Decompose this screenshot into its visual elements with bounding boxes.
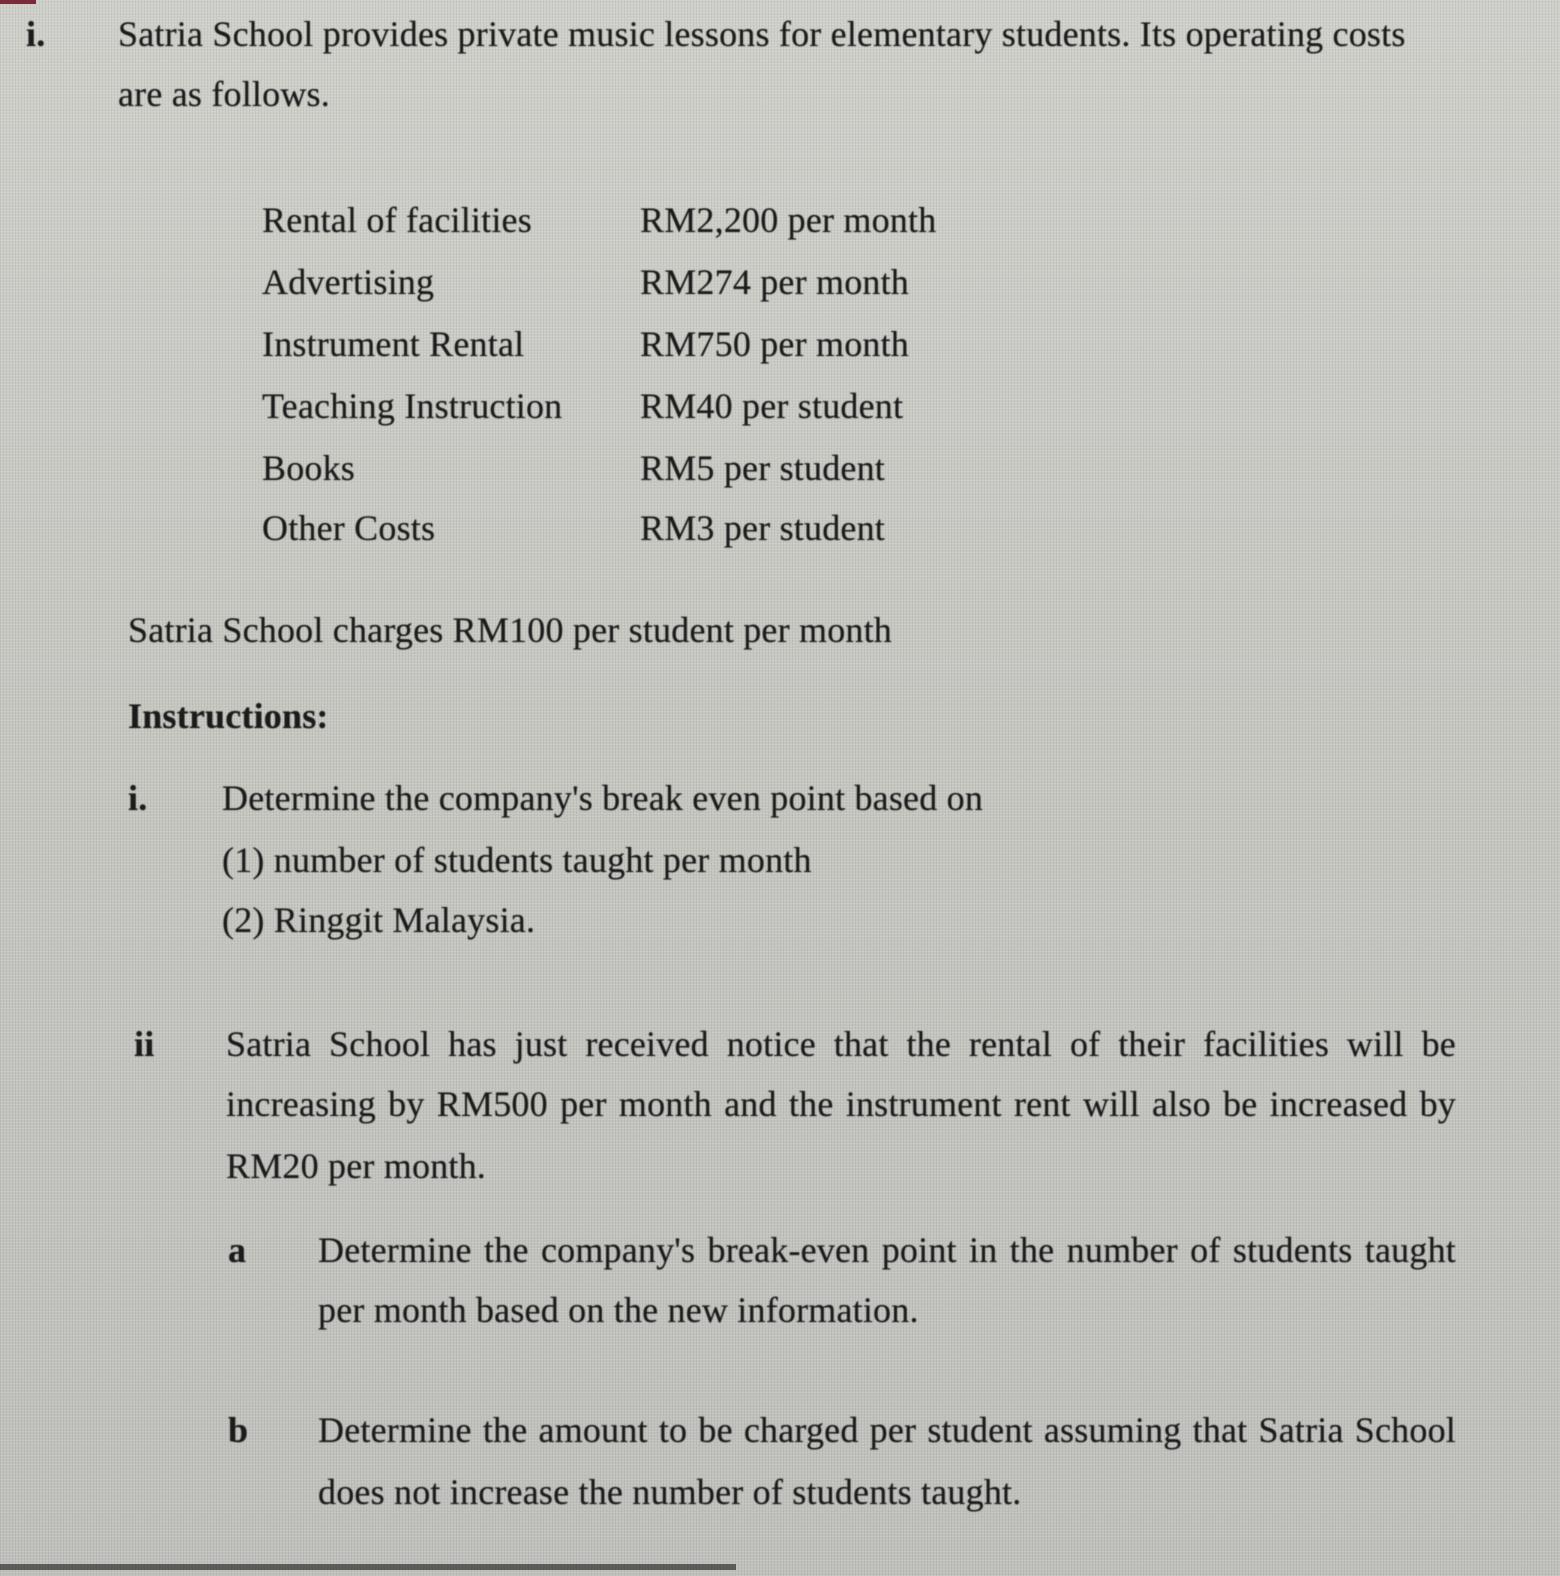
part-i-label: i. bbox=[128, 778, 148, 818]
cost-item-amount: RM40 per student bbox=[640, 386, 904, 426]
part-i-sub-2: (2) Ringgit Malaysia. bbox=[222, 900, 536, 940]
part-ii-a-label: a bbox=[228, 1230, 247, 1270]
part-i-text: Determine the company's break even point based on bbox=[222, 778, 984, 818]
instructions-heading: Instructions: bbox=[128, 696, 329, 736]
cost-item-amount: RM3 per student bbox=[640, 508, 885, 548]
intro-line-2: are as follows. bbox=[118, 74, 330, 114]
part-ii-a-line-2: per month based on the new information. bbox=[318, 1290, 919, 1330]
cost-item-amount: RM274 per month bbox=[640, 262, 909, 302]
part-ii-line-3: RM20 per month. bbox=[226, 1146, 486, 1186]
cost-item-label: Rental of facilities bbox=[262, 200, 532, 240]
part-ii-label: ii bbox=[134, 1024, 155, 1064]
cost-item-amount: RM5 per student bbox=[640, 448, 885, 488]
cost-item-label: Advertising bbox=[262, 262, 435, 302]
part-ii-b-label: b bbox=[228, 1410, 249, 1450]
part-ii-line-2: increasing by RM500 per month and the instrument rent will also be increased by bbox=[226, 1084, 1456, 1124]
part-i-sub-1: (1) number of students taught per month bbox=[222, 840, 812, 880]
question-number: i. bbox=[26, 14, 46, 54]
part-ii-line-1: Satria School has just received notice that the rental of their facilities will be bbox=[226, 1024, 1456, 1064]
intro-line-1: Satria School provides private music lessons for elementary students. Its operating costs bbox=[118, 14, 1406, 54]
cost-item-amount: RM750 per month bbox=[640, 324, 909, 364]
bottom-rule bbox=[0, 1564, 736, 1570]
part-ii-a-line-1: Determine the company's break-even point in the number of students taught bbox=[318, 1230, 1456, 1270]
cost-item-label: Other Costs bbox=[262, 508, 436, 548]
charge-statement: Satria School charges RM100 per student per month bbox=[128, 610, 893, 650]
cost-item-amount: RM2,200 per month bbox=[640, 200, 937, 240]
cost-item-label: Instrument Rental bbox=[262, 324, 525, 364]
part-ii-b-line-2: does not increase the number of students taught. bbox=[318, 1472, 1022, 1512]
cost-item-label: Books bbox=[262, 448, 356, 488]
cost-item-label: Teaching Instruction bbox=[262, 386, 563, 426]
corner-mark bbox=[0, 0, 36, 4]
part-ii-b-line-1: Determine the amount to be charged per student assuming that Satria School bbox=[318, 1410, 1456, 1450]
